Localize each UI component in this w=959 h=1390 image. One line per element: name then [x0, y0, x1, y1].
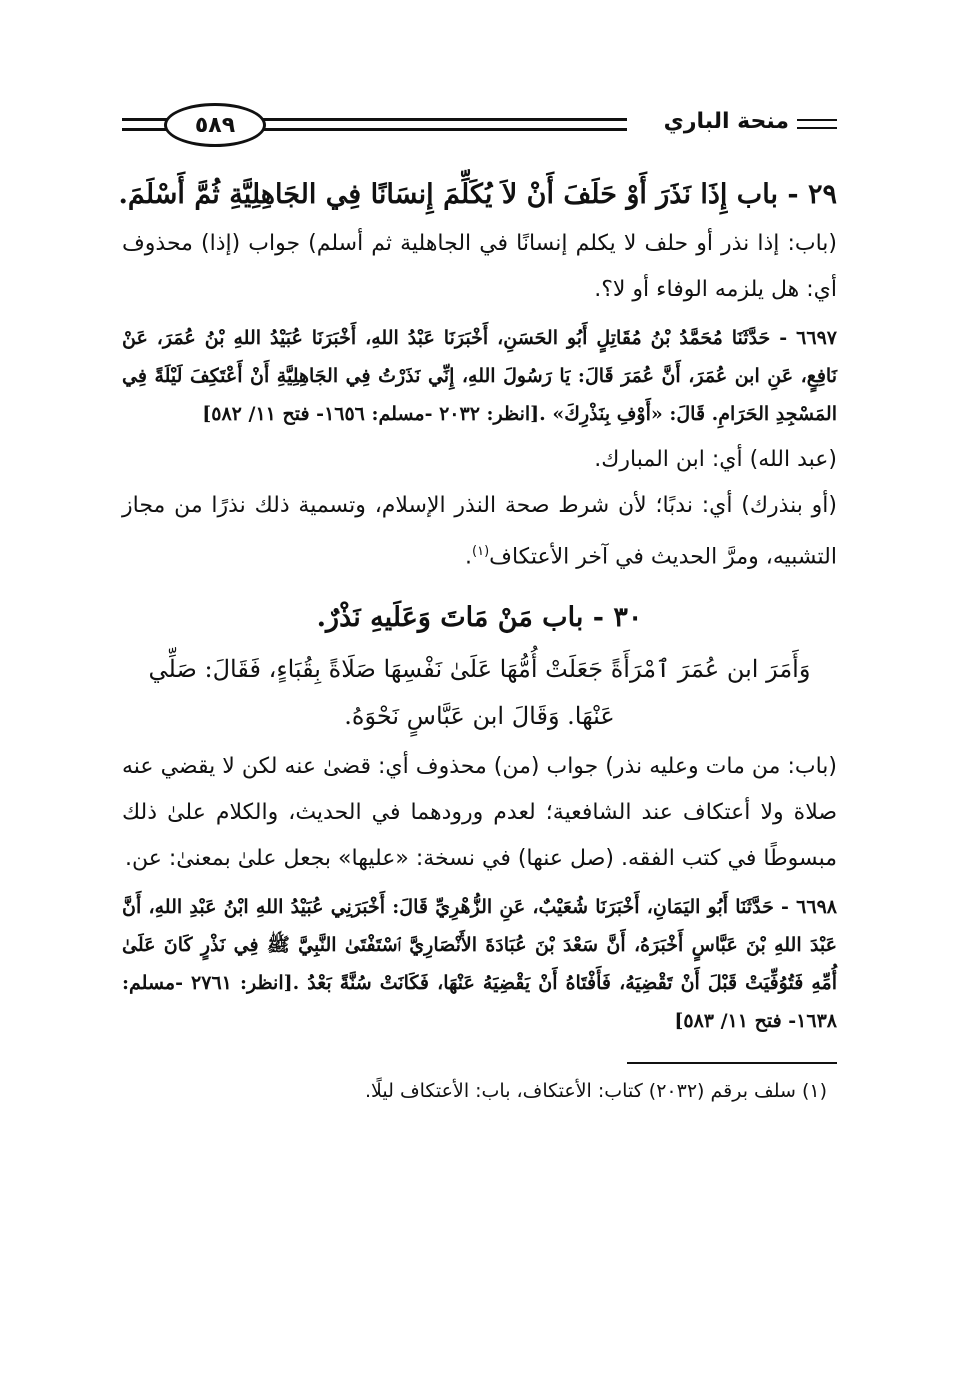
header-ornament-line	[257, 118, 627, 131]
chapter-30-quote: وَأَمَرَ ابن عُمَرَ ٱمْرَأَةً جَعَلَتْ أُمُّهَا عَلَىٰ نَفْسِهَا صَلَاةً بِقُبَاءٍ، فَقَالَ: صَلِّي عَنْهَا. وَقَالَ ابن عَبَّاسٍ نَحْوَهُ.	[148, 655, 811, 731]
page-number: ٥٨٩	[164, 103, 266, 147]
commentary-3-end: .	[465, 544, 473, 570]
commentary-3-text: (أو بنذرك) أي: ندبًا؛ لأن شرط صحة النذر الإسلام، وتسمية ذلك نذرًا من مجاز التشبيه، ومرَّ الحديث في آخر الأعتكاف	[122, 493, 837, 570]
footnote-divider	[627, 1062, 837, 1064]
chapter-30-heading: ٣٠ - باب مَنْ مَاتَ وَعَلَيهِ نَذْرٌ.	[316, 602, 643, 634]
chapter-29-commentary-1: (باب: إذا نذر أو حلف لا يكلم إنسانًا في الجاهلية ثم أسلم) جواب (إذا) محذوف أي: هل يلزمه الوفاء أو لا؟.	[122, 231, 837, 302]
hadith-6698: ٦٦٩٨ - حَدَّثَنَا أَبُو اليَمَانِ، أَخْبَرَنَا شُعَيْبٌ، عَنِ الزُّهْرِيِّ قَالَ: أَخْبَرَنِي عُبَيْدُ اللهِ ابْنُ عَبْدِ اللهِ، أَنَّ عَبْدَ اللهِ بْنَ عَبَّاسٍ أَخْبَرَهُ، أَنَّ سَعْدَ بْنَ عُبَادَةَ الأَنْصَارِيَّ ٱسْتَفْتَىٰ النَّبِيَّ ﷺ فِي نَذْرٍ كَانَ عَلَىٰ أُمِّهِ فَتُوُفِّيَتْ قَبْلَ أَنْ تَقْضِيَهُ، فَأَفْتَاهُ أَنْ يَقْضِيَهُ عَنْهَا، فَكَانَتْ سُنَّةً بَعْدُ .[انظر: ٢٧٦١ -مسلم: ١٦٣٨- فتح ١١/ ٥٨٣]	[122, 896, 837, 1033]
chapter-30-commentary: (باب: من مات وعليه نذر) جواب (من) محذوف أي: قضىٰ عنه لكن لا يقضي عنه صلاة ولا أعتكاف عند الشافعية؛ لعدم ورودهما في الحديث، والكلام علىٰ ذلك مبسوطًا في كتب الفقه. (صل عنها) في نسخة: «عليها» بجعل علىٰ بمعنىٰ: عن.	[122, 754, 837, 872]
footnote-reference: (١)	[472, 544, 490, 559]
footnote: (١) سلف برقم (٢٠٣٢) كتاب: الأعتكاف، باب: الأعتكاف ليلًا.	[365, 1080, 827, 1103]
chapter-29-commentary-2: (عبد الله) أي: ابن المبارك.	[594, 447, 837, 472]
hadith-6697: ٦٦٩٧ - حَدَّثَنَا مُحَمَّدُ بْنُ مُقَاتِلٍ أَبُو الحَسَنِ، أَخْبَرَنَا عَبْدُ اللهِ، أَخْبَرَنَا عُبَيْدُ اللهِ بْنُ عُمَرَ، عَنْ نَافِعٍ، عَنِ ابن عُمَرَ، أَنَّ عُمَرَ قَالَ: يَا رَسُولَ اللهِ، إِنِّي نَذَرْتُ فِي الجَاهِلِيَّةِ أَنْ أَعْتَكِفَ لَيْلَةً فِي المَسْجِدِ الحَرَامِ. قَالَ: «أَوْفِ بِنَذْرِكَ» .[انظر: ٢٠٣٢ -مسلم: ١٦٥٦- فتح ١١/ ٥٨٢]	[122, 327, 837, 425]
header-ornament-left	[122, 118, 167, 131]
chapter-29-commentary-3	[122, 483, 837, 580]
running-header	[122, 95, 837, 155]
chapter-29-heading: ٢٩ - باب إِذَا نَذَرَ أَوْ حَلَفَ أَنْ لاَ يُكَلِّمَ إِنسَانًا فِي الجَاهِلِيَّةِ ثُمَّ أَسْلَمَ.	[118, 179, 837, 210]
book-page	[118, 95, 837, 1108]
header-ornament-right	[797, 119, 837, 129]
book-title: منحة الباري	[663, 109, 789, 134]
